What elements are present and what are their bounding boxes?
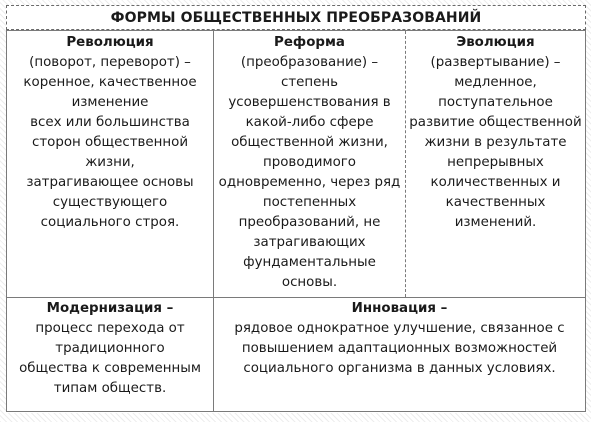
- cell-line: (развертывание) –: [430, 55, 561, 70]
- cell-heading: Реформа: [274, 35, 345, 50]
- cell-line: жизни в результате: [424, 135, 567, 150]
- cell-line: общественной жизни,: [231, 135, 388, 150]
- cell-revolution: [7, 33, 213, 233]
- cell-heading: Инновация –: [351, 301, 448, 316]
- cell-line: всех или большинства: [30, 115, 190, 130]
- cell-line: коренное, качественное: [23, 75, 197, 90]
- cell-line: (поворот, переворот) –: [29, 55, 191, 70]
- cell-line: фундаментальные: [243, 255, 376, 270]
- cell-line: общества к современным: [19, 361, 201, 376]
- cell-line: процесс перехода от: [35, 321, 185, 336]
- table-grid: [6, 30, 586, 412]
- cell-evolution: [406, 33, 585, 233]
- table-title: ФОРМЫ ОБЩЕСТВЕННЫХ ПРЕОБРАЗОВАНИЙ: [6, 5, 586, 30]
- cell-line: степень: [280, 75, 339, 90]
- cell-line: затрагивающих: [253, 235, 366, 250]
- cell-line: (преобразование) –: [240, 55, 379, 70]
- cell-line: повышением адаптационных возможностей: [241, 341, 558, 356]
- cell-line: развитие общественной: [409, 115, 582, 130]
- cell-heading: Модернизация –: [46, 301, 174, 316]
- cell-heading: Эволюция: [456, 35, 535, 50]
- cell-line: медленное,: [454, 75, 537, 90]
- cell-line: поступательное: [438, 95, 553, 110]
- cell-line: типам обществ.: [53, 381, 167, 396]
- cell-line: одновременно, через ряд: [218, 175, 401, 190]
- cell-line: сторон общественной: [31, 135, 189, 150]
- cell-line: социального организма в данных условиях.: [243, 361, 556, 376]
- cell-line: рядовое однократное улучшение, связанное с: [234, 321, 565, 336]
- cell-line: постепенных: [262, 195, 357, 210]
- row-divider: [7, 297, 585, 298]
- cell-line: существующего: [52, 195, 168, 210]
- cell-innovation: [214, 299, 585, 379]
- cell-line: социального строя.: [40, 215, 180, 230]
- cell-line: количественных и: [430, 175, 561, 190]
- cell-line: изменение: [71, 95, 149, 110]
- cell-reform: [214, 33, 405, 293]
- cell-line: непрерывных: [447, 155, 544, 170]
- cell-line: проводимого: [262, 155, 356, 170]
- cell-heading: Революция: [66, 35, 154, 50]
- cell-line: качественных: [445, 195, 546, 210]
- cell-modernization: [7, 299, 213, 399]
- cell-line: затрагивающее основы: [26, 175, 194, 190]
- cell-line: усовершенствования в: [228, 95, 391, 110]
- forms-table: [6, 5, 586, 413]
- cell-line: традиционного: [55, 341, 165, 356]
- cell-line: жизни,: [85, 155, 135, 170]
- cell-line: преобразований, не: [238, 215, 381, 230]
- cell-line: основы.: [281, 275, 338, 290]
- cell-line: изменений.: [454, 215, 537, 230]
- cell-line: какой-либо сфере: [245, 115, 374, 130]
